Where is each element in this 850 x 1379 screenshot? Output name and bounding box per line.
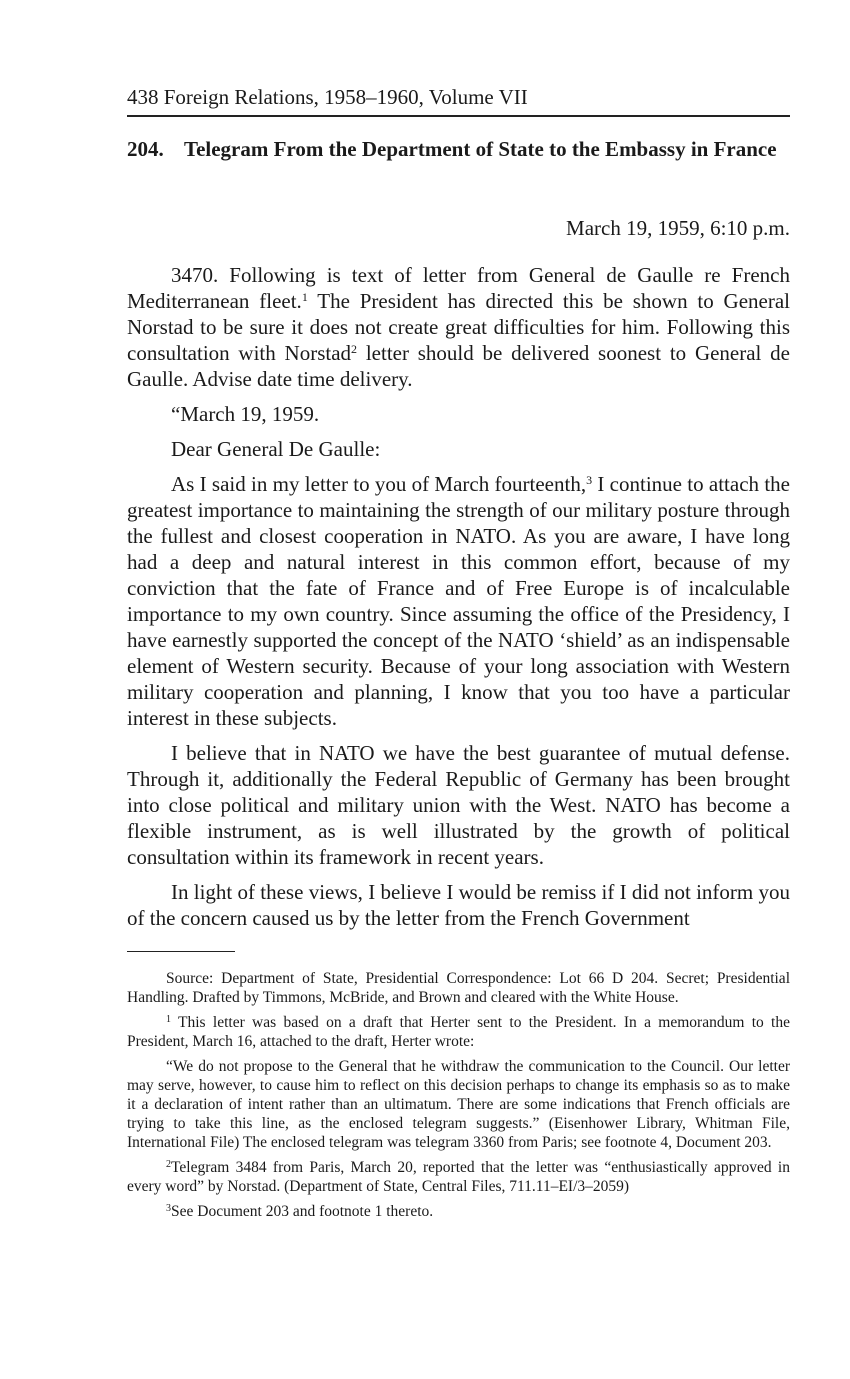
publication-title: Foreign Relations, 1958–1960, Volume VII [163, 85, 528, 109]
footnote-2 [127, 1158, 790, 1196]
paragraph-1-text-a: 3470. Following is text of letter from General de Gaulle re French Mediterranean fleet. [127, 263, 790, 313]
footnote-3-text: See Document 203 and footnote 1 thereto. [171, 1203, 434, 1220]
running-head [127, 82, 790, 117]
footnote-divider [127, 951, 235, 952]
paragraph-4-text-a: As I said in my letter to you of March fourteenth, [171, 472, 587, 496]
footnote-3 [127, 1202, 790, 1221]
paragraph-5: I believe that in NATO we have the best guarantee of mutual defense. Through it, additionally the Federal Republic of Germany has been brought into close political and military union with the West. NATO has become a flexible instrument, as is well illustrated by the growth of political consultation within its framework in recent years. [127, 741, 790, 869]
footnote-1-quote: “We do not propose to the General that he withdraw the communication to the Council. Our letter may serve, however, to cause him to reflect on this decision perhaps to change its emphasis so as to make it a declaration of intent rather than an ultimatum. There are some indications that French officials are trying to take this line, as the enclosed telegram suggests.” (Eisenhower Library, Whitman File, International File) The enclosed telegram was telegram 3360 from Paris; see footnote 4, Document 203. [127, 1058, 790, 1151]
footnote-ref-3: 3 [586, 473, 593, 487]
telegram-body [127, 262, 790, 931]
document-heading [127, 137, 790, 162]
footnotes [127, 969, 790, 1221]
footnote-ref-2: 2 [351, 342, 358, 356]
paragraph-1-text-c: letter should be delivered soonest to General de Gaulle. Advise date time delivery. [127, 341, 790, 391]
paragraph-4 [127, 471, 790, 731]
footnote-3-number: 3 [166, 1203, 171, 1214]
footnote-2-text: Telegram 3484 from Paris, March 20, reported that the letter was “enthusiastically approved in every word” by Norstad. (Department of State, Central Files, 711.11–EI/3–2059) [127, 1159, 790, 1195]
paragraph-1-text-b: The President has directed this be shown to General Norstad to be sure it does not create great difficulties for him. Following this consultation with Norstad [127, 289, 790, 365]
paragraph-6: In light of these views, I believe I would be remiss if I did not inform you of the concern caused us by the letter from the French Government [127, 880, 790, 930]
letter-date: “March 19, 1959. [171, 402, 320, 426]
dateline: March 19, 1959, 6:10 p.m. [566, 216, 790, 240]
footnote-1-text: This letter was based on a draft that Herter sent to the President. In a memorandum to the President, March 16, attached to the draft, Herter wrote: [127, 1014, 790, 1050]
footnote-ref-1: 1 [301, 290, 308, 304]
document-title: Telegram From the Department of State to the Embassy in France [184, 137, 777, 161]
letter-salutation: Dear General De Gaulle: [171, 437, 381, 461]
paragraph-4-text-b: I continue to attach the greatest importance to maintaining the strength of our military posture through the fullest and closest cooperation in NATO. As you are aware, I have long had a deep and natural interest in this common effort, because of my conviction that the fate of France and of Free Europe is of incalculable importance to my own country. Since assuming the office of the Presidency, I have earnestly supported the concept of the NATO ‘shield’ as an indispensable element of Western security. Because of your long association with Western military cooperation and planning, I know that you too have a particular interest in these subjects. [127, 472, 790, 730]
footnote-1 [127, 1013, 790, 1051]
document-number: 204. [127, 137, 164, 161]
footnote-2-number: 2 [166, 1159, 171, 1170]
paragraph-1 [127, 262, 790, 392]
page-number: 438 [127, 85, 159, 109]
document-page [127, 82, 790, 1227]
source-note: Source: Department of State, Presidential Correspondence: Lot 66 D 204. Secret; Presidential Handling. Drafted by Timmons, McBride, and Brown and cleared with the White House. [127, 970, 790, 1006]
footnote-1-number: 1 [166, 1014, 171, 1025]
